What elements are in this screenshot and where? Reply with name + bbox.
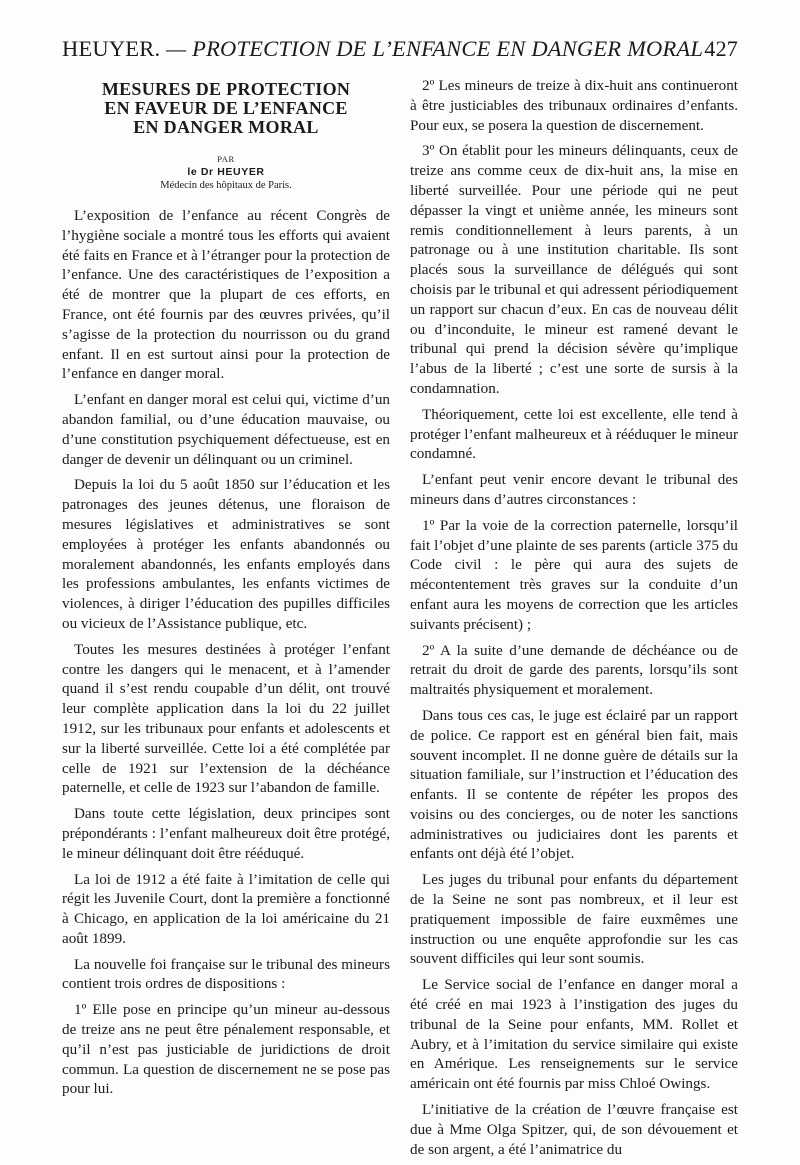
paragraph: L’exposition de l’enfance au récent Congrès de l’hygiène sociale a montré tous les efforts qui avaient été faits en France et à l’étranger pour la protection de l’enfance. Une des caractéristiques de l’exposition a été de montrer que la plupart de ces efforts, en France, ont été fournis par des œuvres privées, qu’il s’agisse de la protection du nourrisson ou du grand enfant. Il en est surtout ainsi pour la protection de l’enfance en danger moral.	[62, 207, 390, 383]
left-column	[62, 76, 390, 1105]
paragraph: Le Service social de l’enfance en danger moral a été créé en mai 1923 à l’instigation des juges du tribunal de la Seine pour enfants, MM. Rollet et Aubry, et à l’imitation du service similaire qui existe en Amérique. Les renseignements sur le service américain ont été fournis par miss Chloé Owings.	[410, 976, 738, 1093]
running-head-author: HEUYER.	[62, 36, 161, 61]
article-title-line: EN FAVEUR DE L’ENFANCE	[104, 98, 348, 118]
paragraph: 1º Elle pose en principe qu’un mineur au-dessous de treize ans ne peut être pénalement responsable, et qu’il n’est pas justiciable de juridictions de droit commun. La question de discernement ne se pose pas pour lui.	[62, 1001, 390, 1098]
paragraph: Depuis la loi du 5 août 1850 sur l’éducation et les patronages des jeunes détenus, une floraison de mesures législatives et administratives se sont employées à protéger les enfants abandonnés ou moralement abandonnés, les enfants employés dans les professions ambulantes, les enfants victimes de violences, à diriger l’éducation des pupilles difficiles ou vicieux de l’Assistance publique, etc.	[62, 476, 390, 632]
byline-author: le Dr HEUYER	[187, 166, 265, 178]
paragraph: 2º Les mineurs de treize à dix-huit ans continueront à être justiciables des tribunaux ordinaires d’enfants. Pour eux, se posera la question de discernement.	[410, 77, 738, 134]
paragraph: Dans toute cette législation, deux principes sont prépondérants : l’enfant malheureux doit être protégé, le mineur délinquant doit être rééduqué.	[62, 805, 390, 862]
article-title-line: EN DANGER MORAL	[133, 117, 319, 137]
running-head-journal-title: PROTECTION DE L’ENFANCE EN DANGER MORAL	[192, 36, 704, 61]
paragraph: 2º A la suite d’une demande de déchéance ou de retrait du droit de garde des parents, lorsqu’ils sont maltraités physiquement et moralement.	[410, 641, 738, 699]
running-head-title	[62, 36, 703, 62]
running-head	[62, 36, 738, 62]
paragraph: L’enfant en danger moral est celui qui, victime d’un abandon familial, ou d’une éducation mauvaise, ou d’une constitution psychiquement défectueuse, est en danger de devenir un délinquant ou un criminel.	[62, 391, 390, 468]
running-head-dash: —	[160, 36, 193, 61]
byline	[62, 153, 390, 192]
paragraph: 3º On établit pour les mineurs délinquants, ceux de treize ans comme ceux de dix-huit ans, la mise en liberté surveillée. Pour une période qui ne peut dépasser la vingt et unième année, les mineurs sont remis conditionnellement à leurs parents, à un patronage ou à une institution charitable. Ils sont placés sous la surveillance de délégués qui sont choisis par le tribunal et qui adressent périodiquement un rapport sur chacun d’eux. En cas de nouveau délit ou d’inconduite, le mineur est ramené devant le tribunal qui prend la décision sévère qu’implique l’abus de la liberté ; c’est une sorte de sursis à la condamnation.	[410, 142, 738, 397]
paragraph: Toutes les mesures destinées à protéger l’enfant contre les dangers qui le menacent, et à l’amender quand il s’est rendu coupable d’un délit, ont trouvé leur complète application dans la loi du 22 juillet 1912, sur les tribunaux pour enfants et adolescents et sur la liberté surveillée. Cette loi a été complétée par celle de 1921 sur l’extension de la déchéance paternelle, et celle de 1923 sur l’abandon de famille.	[62, 640, 390, 797]
byline-par: PAR	[217, 154, 235, 164]
paragraph: La loi de 1912 a été faite à l’imitation de celle qui régit les Juvenile Court, dont la première a fonctionné à Chicago, en application de la loi américaine du 21 août 1899.	[62, 870, 390, 947]
right-column	[410, 76, 738, 1165]
paragraph: L’enfant peut venir encore devant le tribunal des mineurs dans d’autres circonstances :	[410, 471, 738, 508]
paragraph: Théoriquement, cette loi est excellente, elle tend à protéger l’enfant malheureux et à rééduquer le mineur condamné.	[410, 405, 738, 463]
paragraph: L’initiative de la création de l’œuvre française est due à Mme Olga Spitzer, qui, de son dévouement et de son argent, a été l’animatrice du	[410, 1101, 738, 1158]
paragraph: La nouvelle foi française sur le tribunal des mineurs contient trois ordres de dispositions :	[62, 955, 390, 993]
paragraph: Dans tous ces cas, le juge est éclairé par un rapport de police. Ce rapport est en général bien fait, mais souvent incomplet. Il ne donne guère de détails sur la situation familiale, sur l’instruction et l’éducation des enfants. Il se contente de répéter les propos des voisins ou des concierges, ou de noter les sanctions administratives ou judiciaires dont les parents et enfants ont déjà été l’objet.	[410, 706, 738, 863]
article-title	[62, 80, 390, 137]
paragraph: 1º Par la voie de la correction paternelle, lorsqu’il fait l’objet d’une plainte de ses parents (article 375 du Code civil : le père qui aura des sujets de mécontentement très graves sur la conduite d’un enfant aura les moyens de correction que les articles suivants précisent) ;	[410, 516, 738, 633]
page-number: 427	[704, 36, 738, 61]
byline-affiliation: Médecin des hôpitaux de Paris.	[160, 180, 292, 191]
paragraph: Les juges du tribunal pour enfants du département de la Seine ne sont pas nombreux, et il leur est pratiquement impossible de faire euxmêmes une instruction ou une enquête approfondie sur les cas souvent difficiles qui leur sont soumis.	[410, 871, 738, 968]
article-title-line: MESURES DE PROTECTION	[101, 79, 351, 99]
